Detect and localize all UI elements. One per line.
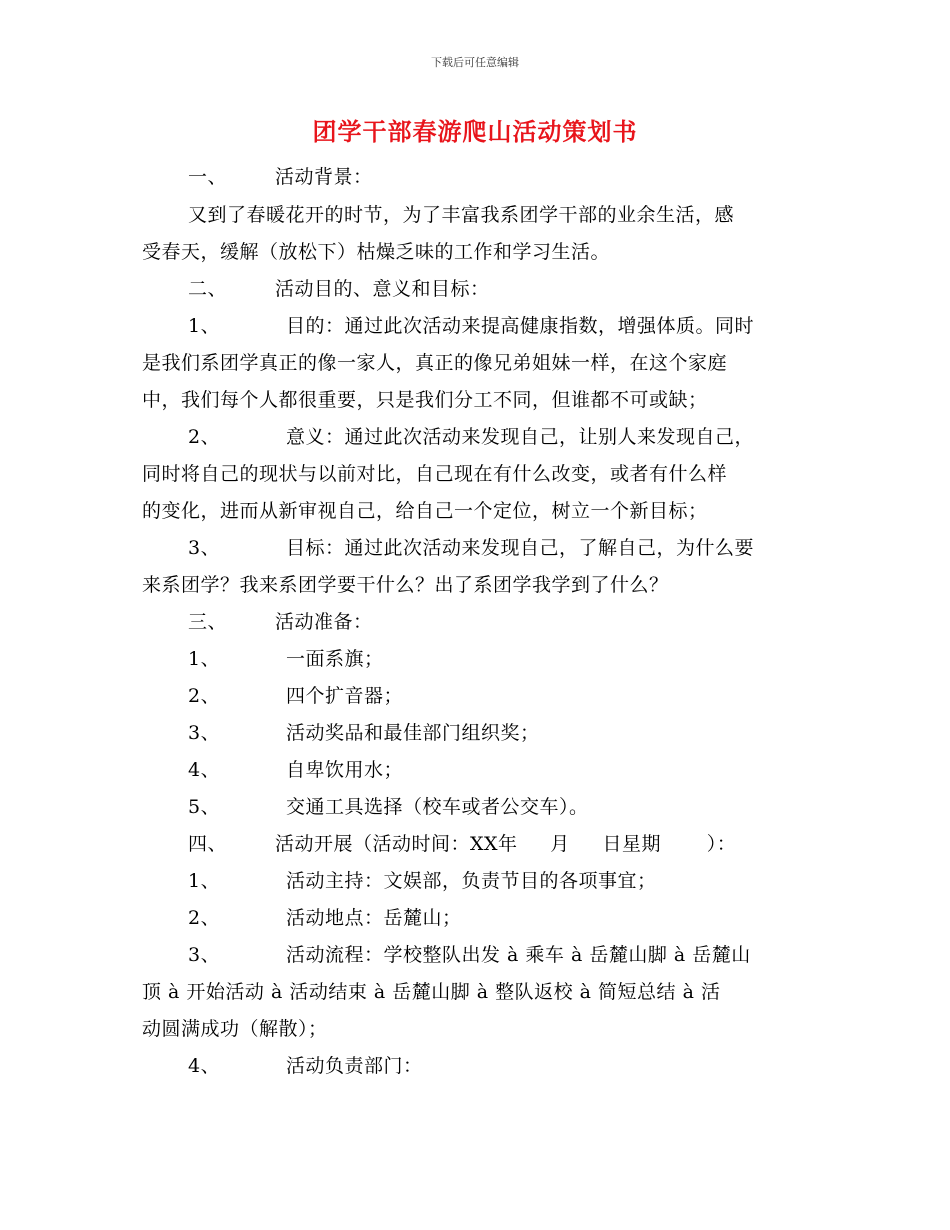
item-number: 2、 [188,685,221,707]
section-heading-text: 活动背景： [275,166,373,188]
section-heading-4 [188,829,868,856]
list-item-department [188,1051,868,1078]
item-number: 3、 [188,944,221,966]
prep-item [188,681,868,708]
section-heading-2 [188,274,868,301]
item-text: 四个扩音器； [286,685,404,707]
item-number: 5、 [188,796,221,818]
item-text: 交通工具选择（校车或者公交车）。 [286,796,589,818]
section-heading-text: 活动开展（活动时间：XX年 月 日星期 ）： [275,833,737,855]
prep-item [188,718,868,745]
paragraph-line: 的变化，进而从新审视自己，给自己一个定位，树立一个新目标； [142,500,708,522]
item-text: 意义：通过此次活动来发现自己，让别人来发现自己， [286,426,755,448]
section-heading-1 [188,162,868,189]
section-number: 四、 [188,833,228,855]
item-text: 活动负责部门： [286,1055,423,1077]
item-number: 4、 [188,759,221,781]
list-item-process [188,940,868,967]
item-number: 1、 [188,315,221,337]
item-text: 活动地点：岳麓山； [286,907,462,929]
list-item-location [188,903,868,930]
item-number: 3、 [188,537,221,559]
paragraph-line: 又到了春暖花开的时节，为了丰富我系团学干部的业余生活，感 [188,204,735,226]
paragraph-line: 受春天，缓解（放松下）枯燥乏味的工作和学习生活。 [142,241,611,263]
section-heading-3 [188,607,868,634]
item-number: 4、 [188,1055,221,1077]
prep-item [188,755,868,782]
list-item-goal [188,311,868,338]
item-text: 目的：通过此次活动来提高健康指数，增强体质。同时 [286,315,755,337]
item-number: 1、 [188,870,221,892]
prep-item [188,644,868,671]
paragraph-line: 是我们系团学真正的像一家人，真正的像兄弟姐妹一样，在这个家庭 [142,352,728,374]
prep-item [188,792,868,819]
section-heading-text: 活动目的、意义和目标： [275,278,490,300]
item-number: 2、 [188,907,221,929]
item-number: 1、 [188,648,221,670]
section-number: 二、 [188,278,228,300]
item-number: 3、 [188,722,221,744]
item-text: 目标：通过此次活动来发现自己，了解自己，为什么要 [286,537,755,559]
section-number: 一、 [188,166,228,188]
item-text: 活动流程：学校整队出发 à 乘车 à 岳麓山脚 à 岳麓山 [286,944,751,966]
paragraph-line: 来系团学？我来系团学要干什么？出了系团学我学到了什么？ [142,574,669,596]
item-text: 一面系旗； [286,648,384,670]
item-text: 活动奖品和最佳部门组织奖； [286,722,540,744]
section-heading-text: 活动准备： [275,611,373,633]
list-item-target [188,533,868,560]
paragraph-line: 动圆满成功（解散）； [142,1018,328,1040]
paragraph-line: 顶 à 开始活动 à 活动结束 à 岳麓山脚 à 整队返校 à 简短总结 à 活 [142,981,721,1003]
item-text: 自卑饮用水； [286,759,404,781]
item-text: 活动主持：文娱部，负责节目的各项事宜； [286,870,657,892]
paragraph-line: 同时将自己的现状与以前对比，自己现在有什么改变，或者有什么样 [142,463,728,485]
header-note: 下载后可任意编辑 [431,56,519,69]
list-item-host [188,866,868,893]
list-item-meaning [188,422,868,449]
section-number: 三、 [188,611,228,633]
paragraph-line: 中，我们每个人都很重要，只是我们分工不同，但谁都不可或缺； [142,389,708,411]
item-number: 2、 [188,426,221,448]
document-title: 团学干部春游爬山活动策划书 [312,117,638,146]
